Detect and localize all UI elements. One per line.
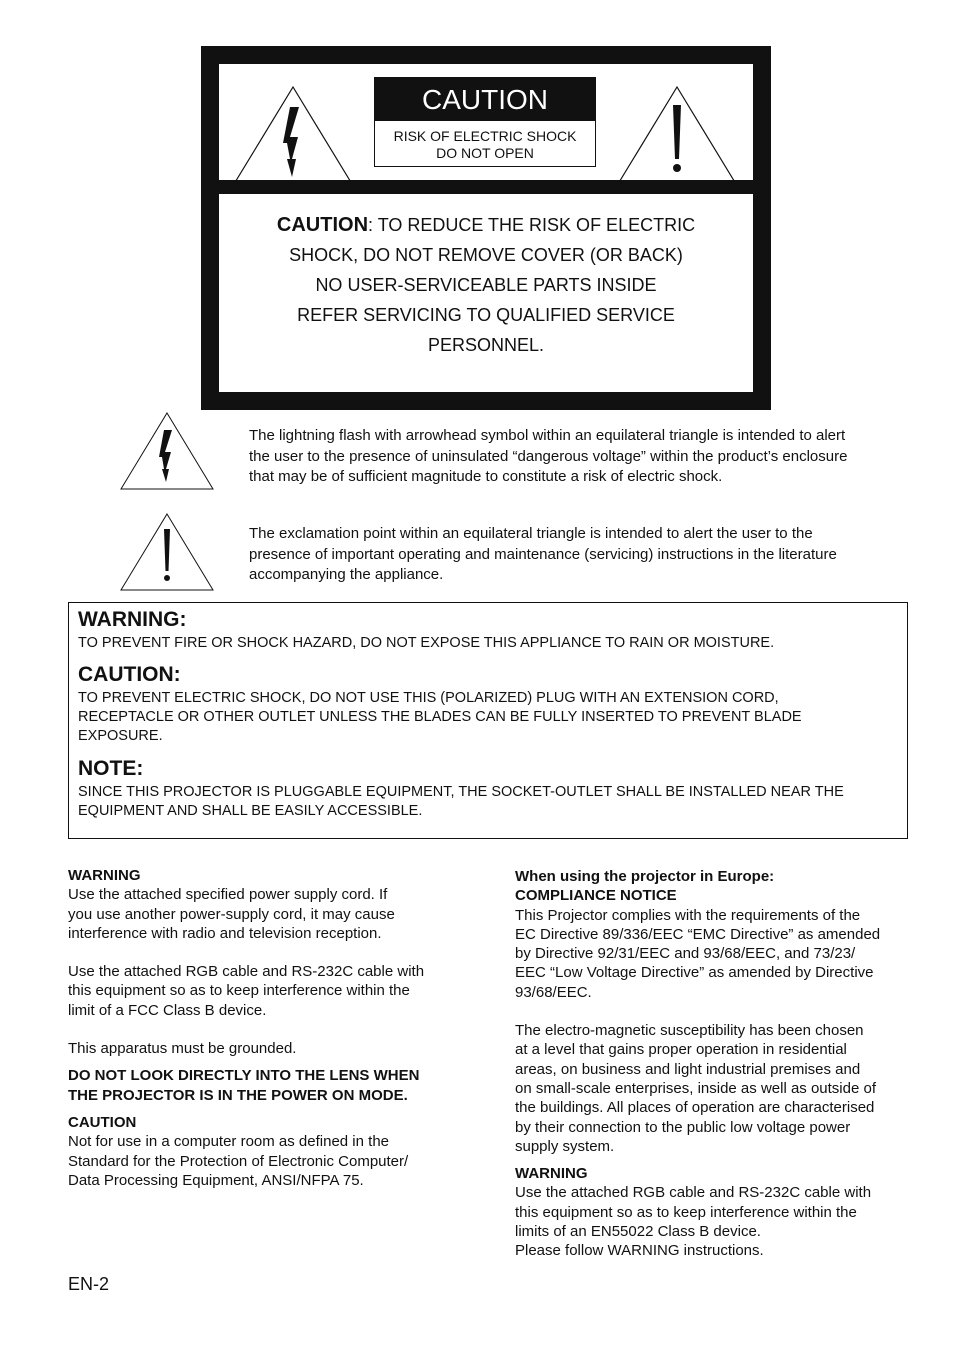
right-para-3: [515, 1183, 915, 1260]
caution-statement-line-3: NO USER-SERVICEABLE PARTS INSIDE: [315, 275, 657, 295]
text-line: by their connection to the public low voltage power: [515, 1118, 851, 1136]
right-europe-heading: When using the projector in Europe:: [515, 868, 775, 885]
right-para-1: [515, 906, 915, 1002]
exclamation-triangle-icon: [120, 513, 214, 591]
text-line: Standard for the Protection of Electronic Computer/: [68, 1152, 409, 1170]
lightning-desc-line: that may be of sufficient magnitude to constitute a risk of electric shock.: [249, 468, 723, 485]
caution-statement-line-5: PERSONNEL.: [427, 335, 545, 355]
notice-caution-line: TO PREVENT ELECTRIC SHOCK, DO NOT USE THIS (POLARIZED) PLUG WITH AN EXTENSION CORD,: [78, 690, 779, 706]
caution-statement-line-2: SHOCK, DO NOT REMOVE COVER (OR BACK): [289, 245, 683, 265]
text-line: DO NOT LOOK DIRECTLY INTO THE LENS WHEN: [68, 1067, 420, 1085]
caution-label-title: CAUTION: [375, 78, 595, 121]
caution-panel-top: [219, 64, 753, 180]
right-warning-heading: WARNING: [515, 1165, 588, 1183]
text-line: by Directive 92/31/EEC and 93/68/EEC, and 73/23/: [515, 945, 856, 963]
left-para-4: [68, 1132, 468, 1190]
text-line: This Projector complies with the requirements of the: [515, 906, 861, 924]
exclaim-desc-line: presence of important operating and maintenance (servicing) instructions in the literature: [249, 545, 837, 563]
text-line: THE PROJECTOR IS IN THE POWER ON MODE.: [68, 1086, 408, 1104]
notice-caution-heading: CAUTION:: [78, 663, 181, 686]
caution-statement: [219, 210, 753, 360]
exclaim-desc-line: accompanying the appliance.: [249, 566, 444, 583]
left-warning-heading: WARNING: [68, 867, 141, 884]
left-column: [68, 866, 468, 1190]
text-line: Not for use in a computer room as defined in the: [68, 1133, 390, 1151]
lightning-desc-line: The lightning flash with arrowhead symbol within an equilateral triangle is intended to alert: [249, 427, 846, 444]
text-line: you use another power-supply cord, it may cause: [68, 905, 395, 923]
notice-warning-text: TO PREVENT FIRE OR SHOCK HAZARD, DO NOT EXPOSE THIS APPLIANCE TO RAIN OR MOISTURE.: [78, 635, 775, 651]
lightning-triangle-icon: [232, 85, 354, 185]
text-line: EC Directive 89/336/EEC “EMC Directive” as amended: [515, 925, 881, 943]
left-para-3: This apparatus must be grounded.: [68, 1040, 297, 1058]
text-line: at a level that gains proper operation in residential: [515, 1041, 847, 1059]
right-para-2: [515, 1021, 915, 1156]
safety-notice-box: [68, 602, 908, 839]
left-para-2: [68, 962, 468, 1020]
text-line: limits of an EN55022 Class B device.: [515, 1223, 761, 1241]
left-bold-warning: [68, 1066, 468, 1105]
notice-note-heading: NOTE:: [78, 757, 144, 780]
text-line: Use the attached RGB cable and RS-232C cable with: [515, 1184, 872, 1202]
lightning-triangle-icon: [120, 412, 214, 490]
text-line: interference with radio and television reception.: [68, 924, 382, 942]
exclamation-symbol-description: [249, 524, 909, 586]
text-line: EEC “Low Voltage Directive” as amended by Directive: [515, 964, 874, 982]
page-number: EN-2: [68, 1274, 110, 1294]
caution-label-sub-1: RISK OF ELECTRIC SHOCK: [393, 128, 577, 144]
caution-statement-box: [219, 194, 753, 392]
text-line: Use the attached specified power supply cord. If: [68, 886, 388, 904]
text-line: supply system.: [515, 1137, 615, 1155]
caution-statement-line-4: REFER SERVICING TO QUALIFIED SERVICE: [297, 305, 675, 325]
exclamation-triangle-icon: [616, 85, 738, 185]
caution-label-box: [374, 77, 596, 167]
notice-warning-heading: WARNING:: [78, 608, 187, 631]
text-line: Data Processing Equipment, ANSI/NFPA 75.: [68, 1171, 364, 1189]
notice-caution-line: EXPOSURE.: [78, 728, 163, 744]
caution-label-sub-2: DO NOT OPEN: [436, 145, 534, 161]
exclaim-desc-line: The exclamation point within an equilateral triangle is intended to alert the user to the: [249, 525, 813, 542]
text-line: limit of a FCC Class B device.: [68, 1001, 267, 1019]
lightning-desc-line: the user to the presence of uninsulated “dangerous voltage” within the product’s enclosure: [249, 447, 848, 465]
right-column: [515, 867, 915, 1261]
notice-note-line: SINCE THIS PROJECTOR IS PLUGGABLE EQUIPMENT, THE SOCKET-OUTLET SHALL BE INSTALLED NEAR THE: [78, 784, 844, 800]
left-caution-heading: CAUTION: [68, 1113, 137, 1131]
text-line: 93/68/EEC.: [515, 983, 592, 1001]
text-line: areas, on business and light industrial premises and: [515, 1060, 861, 1078]
caution-statement-line-1: : TO REDUCE THE RISK OF ELECTRIC: [368, 215, 696, 235]
caution-panel: [201, 46, 771, 410]
notice-note-line: EQUIPMENT AND SHALL BE EASILY ACCESSIBLE.: [78, 803, 423, 819]
left-para-1: [68, 885, 468, 943]
notice-note-text: [78, 783, 904, 821]
lightning-symbol-description: [249, 426, 909, 488]
text-line: this equipment so as to keep interference within the: [68, 982, 410, 1000]
right-compliance-heading: COMPLIANCE NOTICE: [515, 887, 677, 905]
text-line: Please follow WARNING instructions.: [515, 1242, 764, 1260]
text-line: this equipment so as to keep interference within the: [515, 1203, 857, 1221]
notice-caution-line: RECEPTACLE OR OTHER OUTLET UNLESS THE BLADES CAN BE FULLY INSERTED TO PREVENT BLADE: [78, 709, 802, 725]
notice-caution-text: [78, 689, 904, 746]
text-line: the buildings. All places of operation are characterised: [515, 1099, 875, 1117]
text-line: The electro-magnetic susceptibility has been chosen: [515, 1022, 864, 1040]
text-line: on small-scale enterprises, inside as well as outside of: [515, 1079, 877, 1097]
text-line: Use the attached RGB cable and RS-232C cable with: [68, 963, 425, 981]
caution-statement-lead: CAUTION: [276, 214, 369, 236]
